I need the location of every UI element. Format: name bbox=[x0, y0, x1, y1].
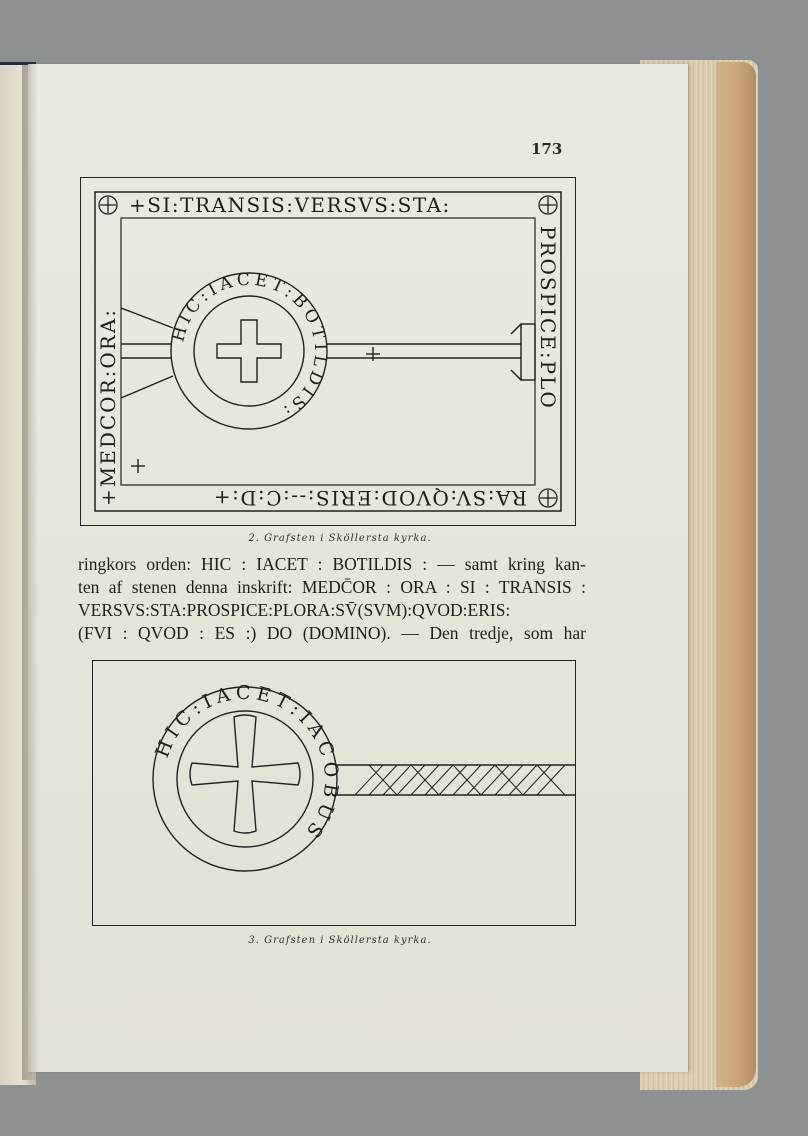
body-paragraph bbox=[78, 553, 586, 645]
inscription-ring-2: HIC:IACET:BOTILDIS: bbox=[168, 269, 331, 423]
inscription-left: +MEDCOR:ORA: bbox=[96, 307, 120, 506]
figure-grave-slab-2 bbox=[80, 177, 576, 526]
cover-edge bbox=[716, 62, 756, 1087]
figure-2-caption: 2. Grafsten i Sköllersta kyrka. bbox=[248, 533, 432, 544]
grave-slab-3-drawing bbox=[93, 661, 575, 925]
inscription-right: PROSPICE:PLO bbox=[536, 226, 560, 410]
body-line-2: ten af stenen denna inskrift: MEDC̄OR : ORA : SI : TRANSIS : bbox=[78, 577, 586, 597]
grave-slab-2-drawing bbox=[81, 178, 575, 525]
inscription-ring-3: HIC:IACET:IACOBUS bbox=[151, 681, 343, 846]
body-line-1: ringkors orden: HIC : IACET : BOTILDIS : — samt kring kan- bbox=[78, 554, 586, 574]
binding-shadow bbox=[22, 64, 38, 1080]
body-line-3: VERSVS:STA:PROSPICE:PLORA:SV̄(SVM):QVOD:ERIS: bbox=[78, 600, 511, 620]
inscription-bottom: RA:SV:QVOD:ERIS:--:C:D:+ bbox=[212, 486, 527, 510]
figure-grave-slab-3 bbox=[92, 660, 576, 926]
body-line-4: (FVI : QVOD : ES :) DO (DOMINO). — Den tredje, som har bbox=[78, 623, 586, 643]
figure-3-caption: 3. Grafsten i Sköllersta kyrka. bbox=[248, 935, 432, 946]
inscription-top: +SI:TRANSIS:VERSVS:STA: bbox=[129, 193, 451, 217]
page-number: 173 bbox=[531, 140, 563, 158]
